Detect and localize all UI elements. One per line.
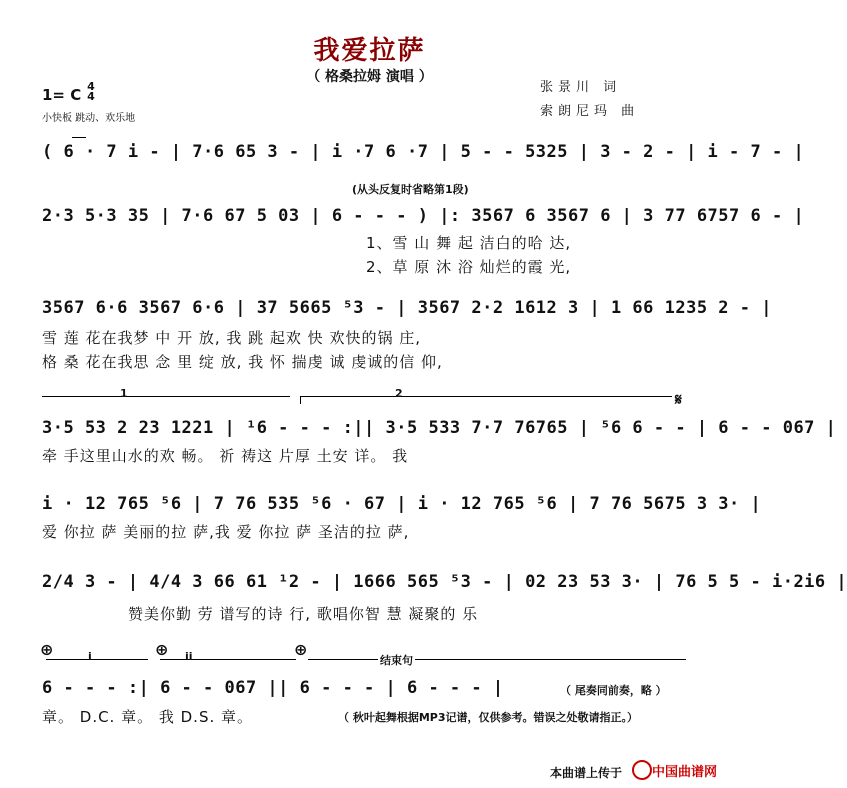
composer-credit: 索朗尼玛 曲 bbox=[540, 104, 640, 119]
final-phrase-bracket bbox=[308, 659, 686, 660]
tempo-marking: 小快板 跳动、欢乐地 bbox=[42, 113, 136, 124]
lyric-line-6: 章。 D.C. 章。 我 D.S. 章。 bbox=[42, 708, 254, 726]
lyric-verse-1-line-2: 雪 莲 花在我梦 中 开 放, 我 跳 起欢 快 欢快的锅 庄, bbox=[42, 329, 421, 347]
lyric-line-3: 牵 手这里山水的欢 畅。 祈 祷这 片厚 土安 详。 我 bbox=[42, 447, 409, 465]
notation-row-2: 2·3 5·3 35 | 7·6 67 5 03 | 6 - - - ) |: 3567 6 3567 6 | 3 77 6757 6 - | bbox=[42, 206, 805, 226]
segno-icon: 𝄋 bbox=[675, 390, 682, 409]
notation-row-3: 3567 6·6 3567 6·6 | 37 5665 ⁵3 - | 3567 2·2 1612 3 | 1 66 1235 2 - | bbox=[42, 298, 772, 318]
score-title: 我爱拉萨 bbox=[313, 36, 426, 66]
ending-i-label: i bbox=[88, 650, 92, 663]
upload-text: 本曲谱上传于 bbox=[550, 766, 623, 780]
ending-ii-bracket bbox=[160, 659, 296, 660]
lyric-verse-2-line-2: 格 桑 花在我思 念 里 绽 放, 我 怀 揣虔 诚 虔诚的信 仰, bbox=[42, 353, 443, 371]
time-signature bbox=[86, 82, 96, 102]
ending-ii-label: ii bbox=[185, 650, 193, 663]
notation-row-1: ( 6 · 7 i - | 7·6 65 3 - | i ·7 6 ·7 | 5 - - 5325 | 3 - 2 - | i - 7 - | bbox=[42, 142, 805, 162]
site-logo-text[interactable]: 中国曲谱网 bbox=[652, 765, 718, 780]
lyricist-credit: 张景川 词 bbox=[540, 80, 622, 95]
singer-line: （ 格桑拉姆 演唱 ） bbox=[306, 69, 433, 85]
lyric-verse-2-line-1: 2、草 原 沐 浴 灿烂的霞 光, bbox=[366, 258, 572, 276]
first-ending-label: 1 bbox=[120, 387, 128, 400]
coda-icon: ⊕ bbox=[294, 640, 308, 659]
transcriber-note: （ 秋叶起舞根据MP3记谱，仅供参考。错误之处敬请指正。） bbox=[338, 711, 638, 724]
notation-row-5: i · 12 765 ⁵6 | 7 76 535 ⁵6 · 67 | i · 12 765 ⁵6 | 7 76 5675 3 3· | bbox=[42, 494, 762, 514]
second-ending-label: 2 bbox=[395, 387, 403, 400]
lyric-line-4: 爱 你拉 萨 美丽的拉 萨,我 爱 你拉 萨 圣洁的拉 萨, bbox=[42, 523, 410, 541]
first-ending-bracket bbox=[42, 396, 290, 397]
notation-row-6: 2/4 3 - | 4/4 3 66 61 ¹2 - | 1666 565 ⁵3 - | 02 23 53 3· | 76 5 5 - i·2i6 | bbox=[42, 572, 847, 592]
lyric-verse-1-line-1: 1、雪 山 舞 起 洁白的哈 达, bbox=[366, 234, 572, 252]
ending-tick bbox=[300, 396, 301, 404]
ending-i-bracket bbox=[46, 659, 148, 660]
final-phrase-label: 结束句 bbox=[380, 654, 413, 667]
notation-row-7: 6 - - - :| 6 - - 067 || 6 - - - | 6 - - - | bbox=[42, 678, 504, 698]
time-top: 4 bbox=[87, 80, 95, 93]
beam bbox=[72, 137, 86, 138]
lyric-line-5: 赞美你勤 劳 谱写的诗 行, 歌唱你智 慧 凝聚的 乐 bbox=[128, 605, 479, 623]
notation-row-4: 3·5 53 2 23 1221 | ¹6 - - - :|| 3·5 533 7·7 76765 | ⁵6 6 - - | 6 - - 067 | bbox=[42, 418, 837, 438]
repeat-note: (从头反复时省略第1段) bbox=[352, 183, 469, 196]
tail-note: （ 尾奏同前奏，略 ） bbox=[560, 684, 667, 697]
second-ending-bracket bbox=[300, 396, 672, 397]
key-signature: 1= C bbox=[42, 86, 82, 104]
coda-icon: ⊕ bbox=[155, 640, 169, 659]
coda-icon: ⊕ bbox=[40, 640, 54, 659]
time-bottom: 4 bbox=[87, 90, 95, 103]
site-logo-icon bbox=[632, 760, 652, 780]
